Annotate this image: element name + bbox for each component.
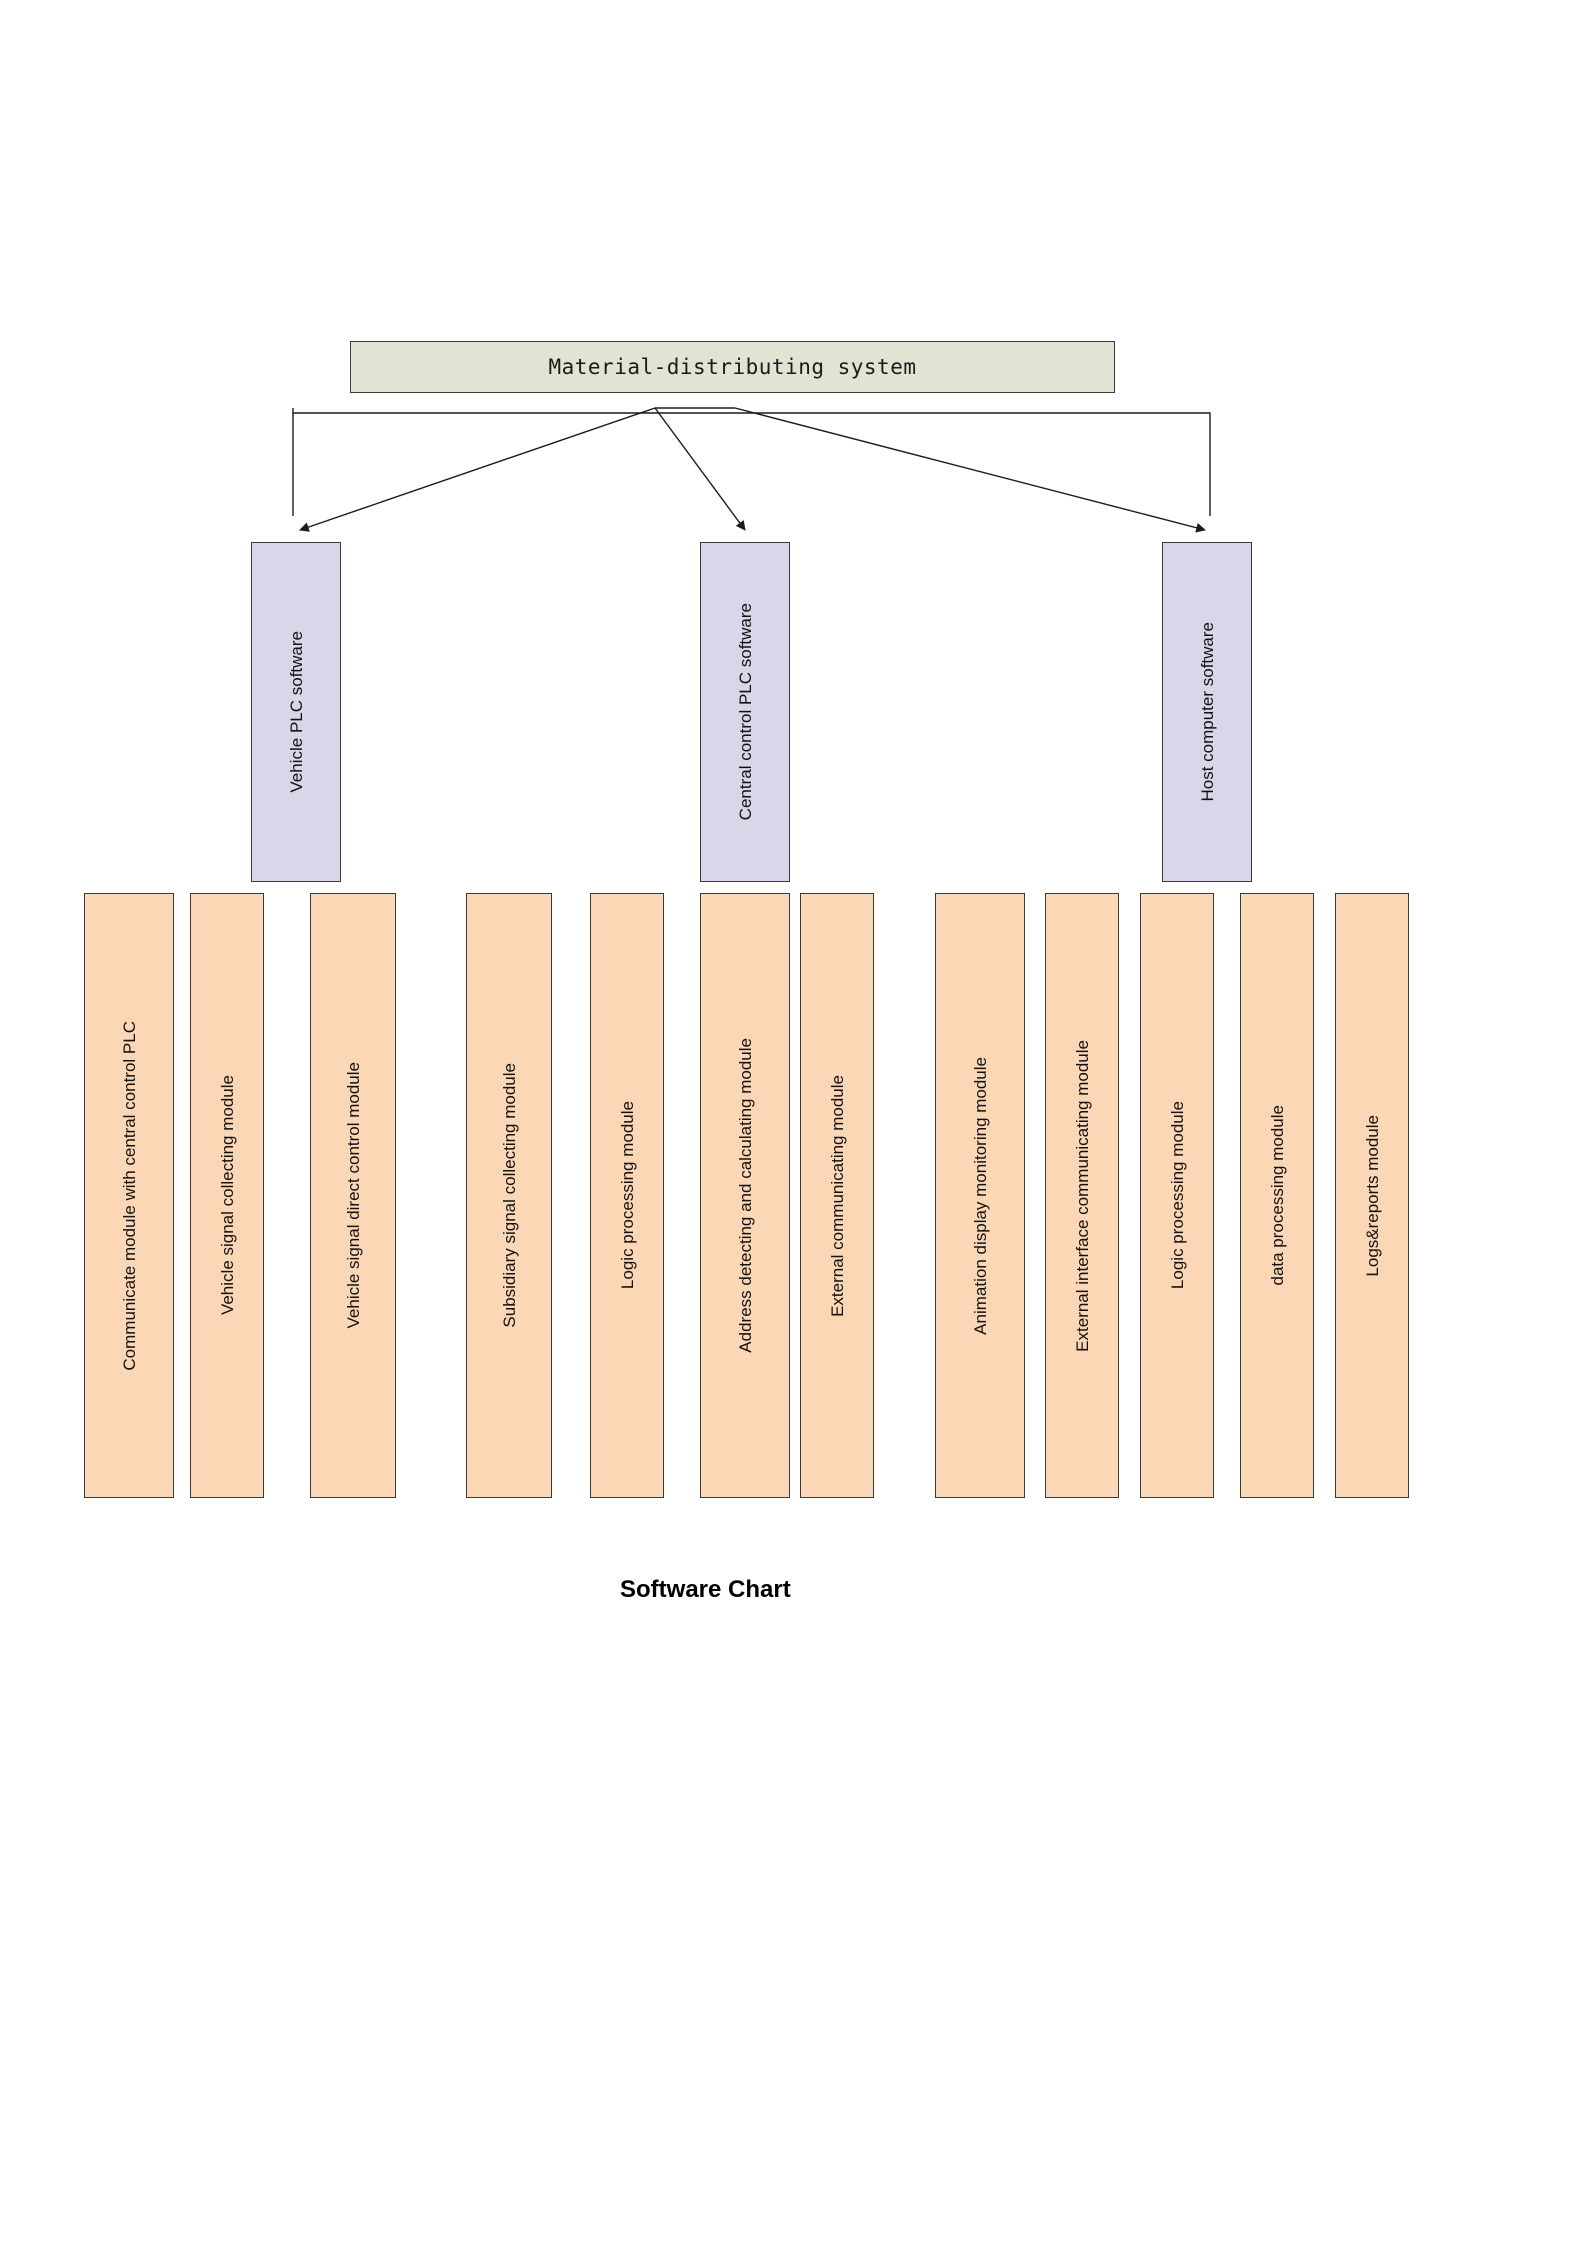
leaf-vehicle-signal-direct-control-module[interactable] [310, 893, 396, 1498]
node-label: Animation display monitoring module [970, 1056, 990, 1335]
node-label: Vehicle signal direct control module [343, 1062, 363, 1329]
node-material-distributing-system[interactable] [350, 341, 1115, 393]
node-label: Communicate module with central control PLC [119, 1020, 139, 1371]
leaf-animation-display-monitoring-module[interactable] [935, 893, 1025, 1498]
node-label: Logic processing module [617, 1101, 637, 1290]
leaf-communicate-module-with-central-control-plc[interactable] [84, 893, 174, 1498]
node-label: data processing module [1267, 1105, 1287, 1286]
leaf-data-processing-module[interactable] [1240, 893, 1314, 1498]
node-label: Host computer software [1197, 622, 1217, 802]
node-label: External interface communicating module [1072, 1039, 1092, 1352]
node-label: Central control PLC software [735, 603, 755, 821]
chart-caption: Software Chart [620, 1576, 791, 1603]
leaf-vehicle-signal-collecting-module[interactable] [190, 893, 264, 1498]
leaf-logic-processing-module-host[interactable] [1140, 893, 1214, 1498]
leaf-subsidiary-signal-collecting-module[interactable] [466, 893, 552, 1498]
node-label: Material-distributing system [548, 355, 917, 379]
node-label: Subsidiary signal collecting module [499, 1063, 519, 1328]
node-host-computer-software[interactable] [1162, 542, 1252, 882]
node-label: Address detecting and calculating module [735, 1038, 755, 1353]
leaf-logs-and-reports-module[interactable] [1335, 893, 1409, 1498]
node-label: External communicating module [827, 1074, 847, 1317]
node-label: Vehicle PLC software [286, 631, 306, 793]
node-label: Vehicle signal collecting module [217, 1075, 237, 1316]
node-label: Logic processing module [1167, 1101, 1187, 1290]
leaf-logic-processing-module-central[interactable] [590, 893, 664, 1498]
leaf-external-interface-communicating-module[interactable] [1045, 893, 1119, 1498]
node-vehicle-plc-software[interactable] [251, 542, 341, 882]
leaf-external-communicating-module[interactable] [800, 893, 874, 1498]
node-central-control-plc-software[interactable] [700, 542, 790, 882]
leaf-address-detecting-and-calculating-module[interactable] [700, 893, 790, 1498]
node-label: Logs&reports module [1362, 1114, 1382, 1277]
